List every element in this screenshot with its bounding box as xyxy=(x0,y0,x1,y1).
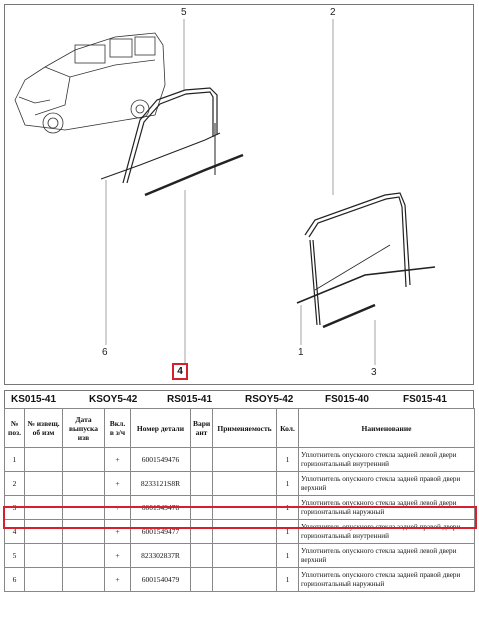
table-header-row xyxy=(5,409,475,448)
col-variant: Вари ант xyxy=(191,409,213,448)
col-notice: № извещ. об изм xyxy=(25,409,63,448)
col-included: Вкл. в з/ч xyxy=(105,409,131,448)
cell-included: + xyxy=(105,472,131,496)
cell-pos: 2 xyxy=(5,472,25,496)
right-door-seal xyxy=(297,193,435,327)
cell-pos: 6 xyxy=(5,568,25,592)
cell-name: Уплотнитель опускного стекла задней левой двери горизонтальный наружный xyxy=(299,496,475,520)
table-row[interactable] xyxy=(5,448,475,472)
cell-part-number: 6001549478 xyxy=(131,496,191,520)
cell-name: Уплотнитель опускного стекла задней правой двери верхний xyxy=(299,472,475,496)
cell-part-number: 6001549477 xyxy=(131,520,191,544)
car-illustration xyxy=(15,33,165,133)
col-applicability: Применяемость xyxy=(213,409,277,448)
table-row-highlighted[interactable] xyxy=(5,520,475,544)
cell-pos: 3 xyxy=(5,496,25,520)
table-row[interactable] xyxy=(5,496,475,520)
leader-lines xyxy=(106,19,375,365)
cell-part-number: 823302837R xyxy=(131,544,191,568)
callout-6: 6 xyxy=(102,347,108,358)
model-code: KSOY5-42 xyxy=(89,394,138,405)
parts-diagram xyxy=(4,4,474,385)
cell-included: + xyxy=(105,520,131,544)
left-door-seal xyxy=(101,88,243,195)
cell-included: + xyxy=(105,448,131,472)
table-row[interactable] xyxy=(5,544,475,568)
col-date: Дата выпуска изв xyxy=(63,409,105,448)
col-name: Наименование xyxy=(299,409,475,448)
cell-pos: 1 xyxy=(5,448,25,472)
table-row[interactable] xyxy=(5,568,475,592)
cell-quantity: 1 xyxy=(277,520,299,544)
model-code: FS015-40 xyxy=(325,394,369,405)
cell-included: + xyxy=(105,496,131,520)
cell-quantity: 1 xyxy=(277,472,299,496)
cell-quantity: 1 xyxy=(277,448,299,472)
cell-pos: 5 xyxy=(5,544,25,568)
callout-2: 2 xyxy=(330,7,336,18)
cell-part-number: 6001549476 xyxy=(131,448,191,472)
table-row[interactable] xyxy=(5,472,475,496)
model-code: RS015-41 xyxy=(167,394,213,405)
cell-name: Уплотнитель опускного стекла задней левой двери горизонтальный внутренний xyxy=(299,448,475,472)
cell-name: Уплотнитель опускного стекла задней правой двери горизонтальный внутренний xyxy=(299,520,475,544)
model-code: FS015-41 xyxy=(403,394,447,405)
cell-included: + xyxy=(105,544,131,568)
seal-illustration xyxy=(5,5,475,386)
col-pos: № поз. xyxy=(5,409,25,448)
callout-1: 1 xyxy=(298,347,304,358)
cell-quantity: 1 xyxy=(277,544,299,568)
cell-quantity: 1 xyxy=(277,568,299,592)
cell-pos: 4 xyxy=(5,520,25,544)
cell-quantity: 1 xyxy=(277,496,299,520)
col-part-number: Номер детали xyxy=(131,409,191,448)
model-code: KS015-41 xyxy=(11,394,57,405)
cell-included: + xyxy=(105,568,131,592)
callout-5: 5 xyxy=(181,7,187,18)
highlighted-callout-4: 4 xyxy=(172,363,188,380)
cell-part-number: 8233121S8R xyxy=(131,472,191,496)
cell-name: Уплотнитель опускного стекла задней левой двери верхний xyxy=(299,544,475,568)
model-code: RSOY5-42 xyxy=(245,394,294,405)
cell-part-number: 6001540479 xyxy=(131,568,191,592)
model-codes-bar xyxy=(4,390,474,408)
callout-3: 3 xyxy=(371,367,377,378)
parts-table xyxy=(4,408,475,592)
cell-name: Уплотнитель опускного стекла задней правой двери горизонтальный наружный xyxy=(299,568,475,592)
col-quantity: Кол. xyxy=(277,409,299,448)
